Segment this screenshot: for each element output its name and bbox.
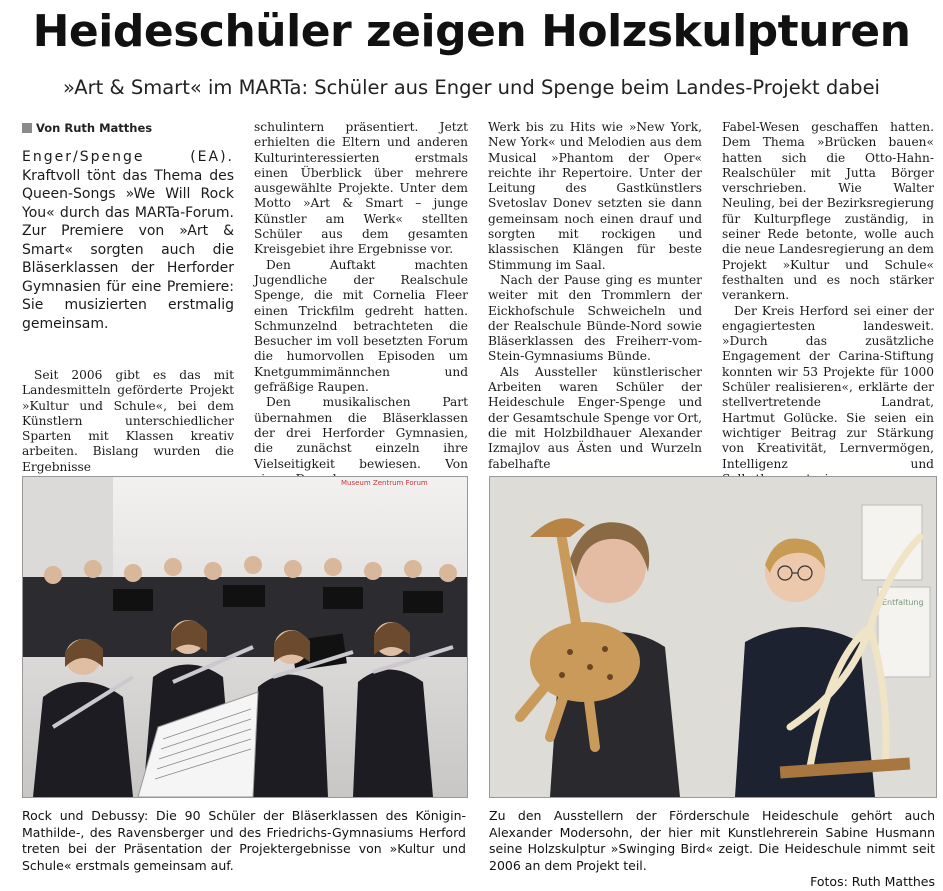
column-2 [254,120,468,487]
wall-sign: Museum Zentrum Forum [341,479,428,487]
byline-marker [22,123,32,133]
sculpture-illustration [490,477,936,797]
lead-paragraph [22,148,234,333]
byline-text: Von Ruth Matthes [36,121,153,135]
dateline: Enger/Spenge (EA). [22,149,234,165]
paragraph: Werk bis zu Hits wie »New York, New York« und Melodien aus dem Musical »Phantom der Oper« reichte ihr Repertoire. Unter der Leitung des Gastkünstlers Svetoslav Donev setzten sie dann gemeinsam noch einen drauf und sorgten mit rockigen und klassischen Klängen für beste Stimmung im Saal. [488,120,702,272]
paragraph: Seit 2006 gibt es das mit Landesmitteln geförderte Projekt »Kultur und Schule«, bei dem Künstlern unterschiedlicher Sparten mit Klassen kreativ arbeiten. Bislang wurden die Ergebnisse [22,368,234,474]
paragraph: Den Auftakt machten Jugendliche der Realschule Spenge, die mit Cornelia Fleer einen Trickfilm gedreht hatten. Schmunzelnd betrachteten die Besucher im voll besetzten Forum die humorvollen Episoden um Knetgummimännchen und gefräßige Raupen. [254,257,468,395]
paragraph: Nach der Pause ging es munter weiter mit den Trommlern der Eickhofschule Schweicheln und der Realschule Bünde-Nord sowie Bläserklassen des Freiherr-vom-Stein-Gymnasiums Bünde. [488,272,702,364]
paragraph: Den musikalischen Part übernahmen die Bläserklassen der drei Herforder Gymnasien, die zunächst einzeln ihre Vielseitigkeit bewiesen. Von [254,395,468,471]
paragraph: Als Aussteller künstlerischer Arbeiten waren Schüler der Heideschule Enger-Spenge und der Gesamtschule Spenge vor Ort, die mit Holzbildhauer Alexander Izmajlov aus Ästen und Wurzeln fabelhafte [488,364,703,471]
concert-illustration [23,477,467,797]
paragraph: Fabel-Wesen geschaffen hatten. Dem Thema »Brücken bauen« hatten sich die Otto-Hahn-Realschüler mit Jutta Börger verschrieben. Wie Walter Neuling, bei der Bezirksregierung für Kulturpflege zuständig, in seiner Rede betonte, wolle auch die neue Landesregierung an dem Projekt »Kultur und Schule« festhalten und es noch stärker verankern. [722,120,934,303]
headline: Heideschüler zeigen Holzskulpturen [32,6,911,57]
photo-credit: Fotos: Ruth Matthes [810,874,935,889]
paragraph: Der Kreis Herford sei einer der engagiertesten landesweit. »Durch das zusätzliche Engagement der Carina-Stiftung konnten wir 53 Projekte für 1000 Schüler realisieren«, erklärte der stellvertretende Landrat, Hartmut Golücke. Sie seien ein wichtiger Beitrag zur Stärkung von Kreativität, Lernvermögen, Intelligenz und [722,303,934,471]
subline: »Art & Smart« im MARTa: Schüler aus Enger und Spenge beim Landes-Projekt dabei [63,76,880,99]
caption-sculpture [489,808,935,891]
column-3 [488,120,702,472]
poster-text: Entfaltung [882,598,924,607]
caption-sculpture-text: Zu den Ausstellern der Förderschule Heideschule gehört auch Alexander Modersohn, der hier mit Kunstlehrerein Sabine Husmann seine Holzskulptur »Swinging Bird« zeigt. Die Heideschule nimmt seit 2006 an dem Projekt teil. [489,808,935,873]
column-4 [722,120,934,487]
paragraph: schulintern präsentiert. Jetzt erhielten die Eltern und anderen Kulturinteressierten erstmals einen Überblick über mehrere ausgewählte Projekte. Unter dem Motto »Art & Smart – junge Künstler am Werk« stellten Schüler aus dem gesamten Kreisgebiet ihre Ergebnisse vor. [254,120,468,257]
photo-sculpture [489,476,937,798]
column-1 [22,368,234,475]
lead-text: Kraftvoll tönt das Thema des Queen-Songs »We Will Rock You« durch das MARTa-Forum. Zur Premiere von »Art & Smart« sorgten auch die Bläserklassen der Herforder Gymnasien für eine Premiere: Sie musizierten erstmalig gemeinsam. [22,167,234,332]
caption-concert: Rock und Debussy: Die 90 Schüler der Bläserklassen des Königin-Mathilde-, des Ravensberger und des Friedrichs-Gymnasiums Herford treten bei der Präsentation der Projektergebnisse von »Kultur und Schule« erstmals gemeinsam auf. [22,808,466,873]
byline [22,121,152,135]
photo-concert [22,476,468,798]
